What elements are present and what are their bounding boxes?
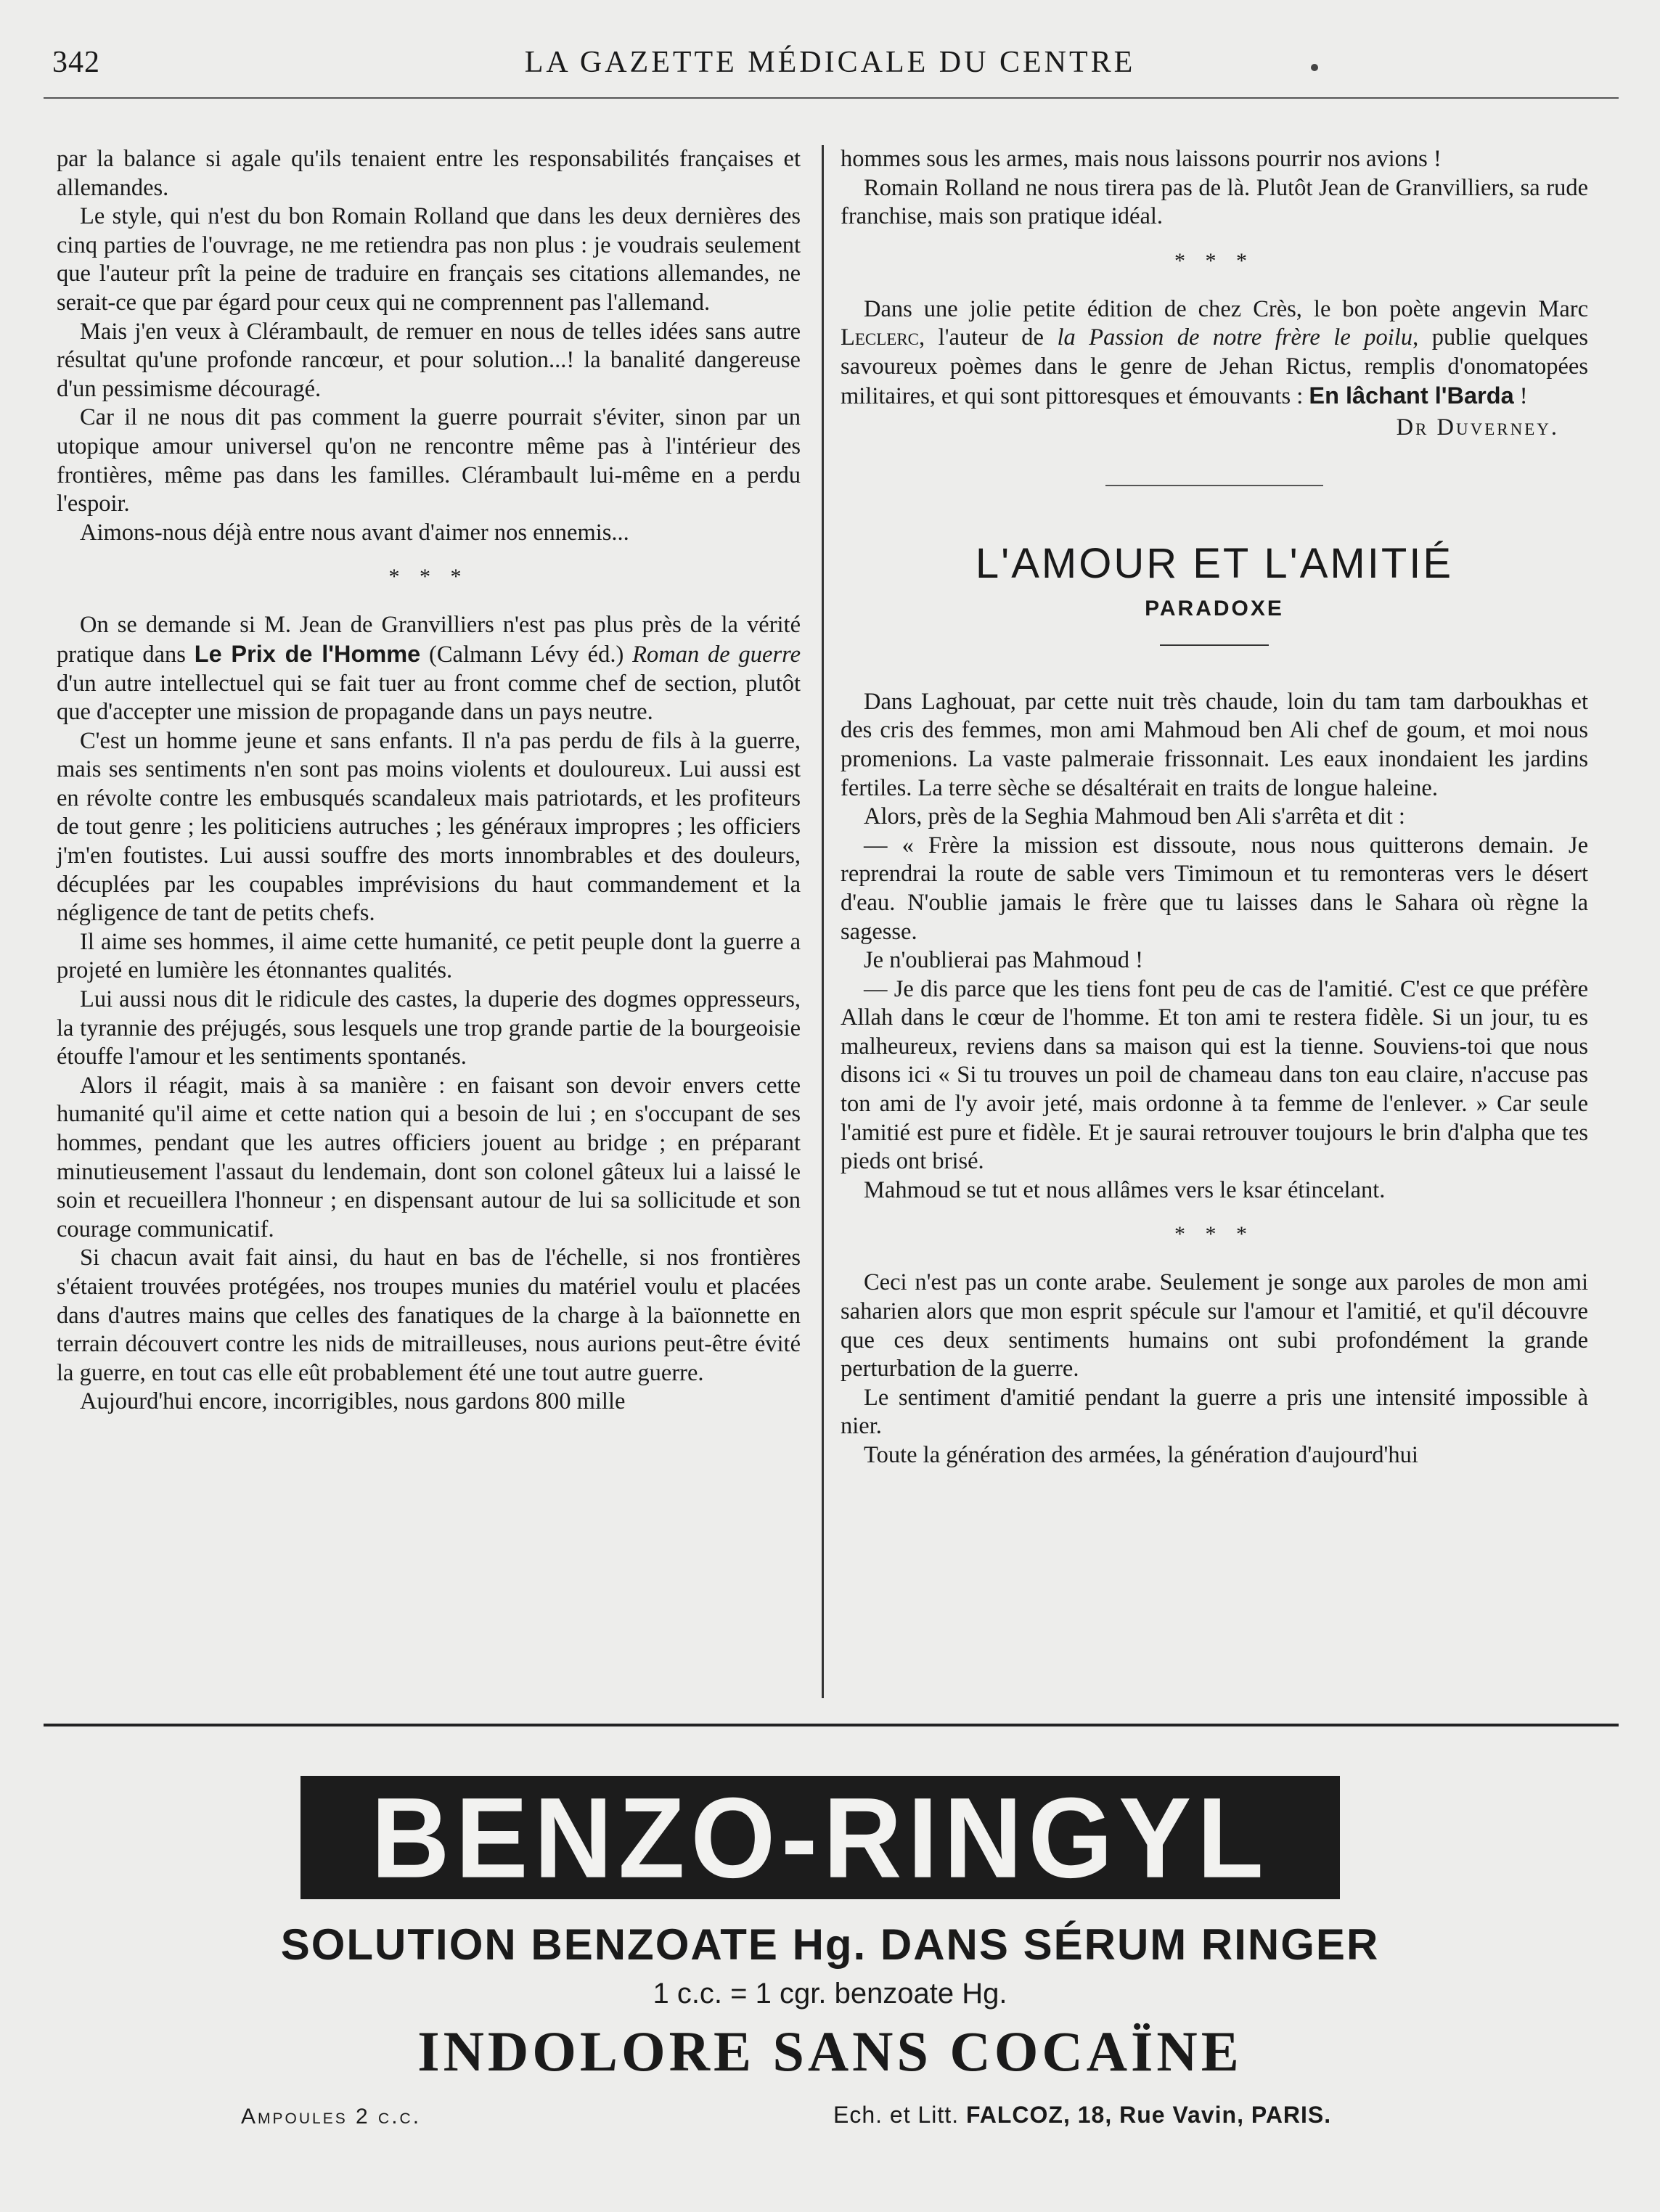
header-ornament-dot	[1311, 64, 1318, 71]
barda-text-c: , publie quelques savoureux poèmes dans le genre de Jehan Rictus, remplis d'onomatopées militaires, et qui sont pittoresques et émouvants :	[841, 324, 1588, 409]
story-paragraph-3: — « Frère la mission est dissoute, nous nous quitterons demain. Je reprendrai la route de sable vers Timimoun et tu remonteras vers le désert d'eau. N'oublie jamais le frère que tu laisses dans le Sahara où règne la sagesse.	[841, 832, 1588, 945]
prix-intro-a: On se demande si M. Jean de Granvilliers n'est pas plus près de la vérité pratique dans	[57, 612, 801, 668]
prix-intro-b: (Calmann Lévy éd.)	[420, 641, 633, 668]
advertisement-printer	[833, 2102, 1331, 2129]
left-paragraph-11: Si chacun avait fait ainsi, du haut en bas de l'échelle, si nos frontières s'étaient trouvées protégées, nos troupes munies du matériel voulu et placées dans d'autres mains que celles des fanatiques de la charge à la baïonnette en terrain découvert contre les nids de mitrailleuses, nous aurions peut-être évité la guerre, en tout cas elle eût probablement été une tout autre guerre.	[57, 1245, 801, 1386]
advertisement-brand: BENZO-RINGYL	[371, 1773, 1269, 1902]
work-title-barda: En lâchant l'Barda	[1309, 382, 1514, 409]
advertisement-solution-line: SOLUTION BENZOATE Hg. DANS SÉRUM RINGER	[280, 1920, 1380, 1969]
prix-intro-paragraph	[57, 611, 801, 726]
right-paragraph-1: hommes sous les armes, mais nous laissons pourrir nos avions !	[841, 146, 1442, 172]
left-column	[57, 145, 801, 1417]
page-number: 342	[52, 46, 100, 79]
barda-text-b: , l'auteur de	[919, 324, 1058, 351]
advertisement-dosage-line: 1 c.c. = 1 cgr. benzoate Hg.	[653, 1978, 1007, 2010]
column-divider	[822, 145, 824, 1698]
advertisement-rule	[44, 1724, 1619, 1726]
section-asterism: * * *	[388, 565, 469, 589]
barda-text-a: Dans une jolie petite édition de chez Crès, le bon poète angevin Marc	[864, 295, 1588, 322]
left-paragraph-4: Car il ne nous dit pas comment la guerre pourrait s'éviter, sinon par un utopique amour universel qu'on ne rencontre même pas à l'intérieur des frontières, même pas dans les familles. Clérambault lui-même en a perdu l'espoir.	[57, 404, 801, 517]
left-paragraph-12: Aujourd'hui encore, incorrigibles, nous gardons 800 mille	[80, 1388, 626, 1415]
story-paragraph-1: Dans Laghouat, par cette nuit très chaude, loin du tam tam darboukhas et des cris des femmes, mon ami Mahmoud ben Ali chef de goum, et moi nous promenions. La vaste palmeraie frissonnait. Les eaux inondaient les jardins fertiles. La terre sèche se désaltérait en traits de longue haleine.	[841, 688, 1588, 801]
section-rule	[1105, 485, 1323, 486]
left-paragraph-2: Le style, qui n'est du bon Romain Rolland que dans les deux dernières des cinq parties de l'ouvrage, ne me retiendra pas non plus : je voudrais seulement que l'auteur prît la peine de traduire en français ses citations allemandes, ne serait-ce que par égard pour ceux qui ne comprennent pas l'allemand.	[57, 203, 801, 316]
journal-title: LA GAZETTE MÉDICALE DU CENTRE	[524, 46, 1136, 79]
advertisement-claim-line: INDOLORE SANS COCAÏNE	[417, 2020, 1243, 2083]
left-paragraph-3: Mais j'en veux à Clérambault, de remuer en nous de telles idées sans autre résultat qu'une profonde rancœur, et pour solution...! la banalité dangereuse d'un pessimisme découragé.	[57, 318, 801, 402]
advertisement-brand-banner	[300, 1773, 1340, 1902]
right-paragraph-2: Romain Rolland ne nous tirera pas de là. Plutôt Jean de Granvilliers, sa rude franchise, mais son pratique idéal.	[841, 174, 1588, 230]
prix-intro-c: d'un autre intellectuel qui se fait tuer au front comme chef de section, plutôt que d'accepter une mission de propagande dans un pays neutre.	[57, 670, 801, 726]
story-asterism: * * *	[1174, 1222, 1254, 1247]
signature-duverney: Dr Duverney.	[1396, 414, 1559, 441]
left-paragraph-8: Il aime ses hommes, il aime cette humanité, ce petit peuple dont la guerre a projeté en lumière les étonnantes qualités.	[57, 928, 801, 984]
book-genre: Roman de guerre	[632, 641, 801, 668]
barda-text-d: !	[1513, 382, 1528, 409]
header-rule	[44, 97, 1619, 99]
printer-name: FALCOZ	[965, 2102, 1063, 2128]
story-paragraph-4: Je n'oublierai pas Mahmoud !	[864, 947, 1143, 974]
article-subtitle: PARADOXE	[1145, 596, 1284, 620]
work-title-passion: la Passion de notre frère le poilu	[1057, 324, 1413, 351]
article-title: L'AMOUR ET L'AMITIÉ	[975, 539, 1454, 587]
printer-address: , 18, Rue Vavin, PARIS.	[1063, 2102, 1332, 2128]
right-asterism: * * *	[1174, 248, 1254, 273]
story-paragraph-6: Mahmoud se tut et nous allâmes vers le ksar étincelant.	[864, 1176, 1386, 1203]
advertisement-ampoules: Ampoules 2 c.c.	[241, 2105, 422, 2129]
barda-paragraph	[841, 295, 1588, 411]
left-paragraph-9: Lui aussi nous dit le ridicule des castes, la duperie des dogmes oppresseurs, la tyrannie des préjugés, sous lesquels une trop grande partie de la bourgeoisie étouffe l'amour et les sentiments spontanés.	[57, 986, 801, 1070]
right-column	[841, 145, 1588, 1470]
left-paragraph-1: par la balance si agale qu'ils tenaient entre les responsabilités françaises et allemandes.	[57, 146, 801, 201]
left-paragraph-7: C'est un homme jeune et sans enfants. Il n'a pas perdu de fils à la guerre, mais ses sentiments n'en sont pas moins violents et douloureux. Lui aussi est en révolte contre les embusqués scandaleux mais patriotards, et les profiteurs de tout genre ; les politiciens autruches ; les généraux impropres ; les officiers j'm'en foutistes. Lui aussi souffre des morts innombrables et des douleurs, décuplées par les coupables imprévisions du haut commandement et la négligence de tant de petits chefs.	[57, 727, 801, 927]
book-title-prix-de-l-homme: Le Prix de l'Homme	[194, 640, 421, 667]
left-paragraph-5: Aimons-nous déjà entre nous avant d'aimer nos ennemis...	[80, 519, 629, 546]
article-spacer	[841, 646, 1588, 688]
story-paragraph-2: Alors, près de la Seghia Mahmoud ben Ali s'arrêta et dit :	[864, 803, 1405, 830]
story-paragraph-5: — Je dis parce que les tiens font peu de cas de l'amitié. C'est ce que préfère Allah dans le cœur de l'homme. Et ton ami te restera fidèle. Si un jour, tu es malheureux, reviens dans sa maison qui est la tienne. Souviens-toi que nous disons ici « Si tu trouves un poil de chameau dans ton eau claire, n'accuse pas ton ami de l'y avoir jeté, mais ordonne à ta femme de l'enlever. » Car seule l'amitié est pure et fidèle. Et je saurai retrouver toujours le brin d'alpha que tes pieds ont brisé.	[841, 975, 1588, 1175]
author-leclerc: Leclerc	[841, 324, 920, 351]
printer-prefix: Ech. et Litt.	[833, 2102, 960, 2128]
left-paragraph-10: Alors il réagit, mais à sa manière : en faisant son devoir envers cette humanité qu'il aime et cette nation qui a besoin de lui ; en s'occupant de ses hommes, pendant que les autres officiers jouent au bridge ; en préparant minutieusement l'assaut du lendemain, dont son colonel gâteux lui a laissé le soin et recueillera l'honneur ; en dispensant autour de lui sa sollicitude et son courage communicatif.	[57, 1072, 801, 1242]
closing-paragraph-3: Toute la génération des armées, la génération d'aujourd'hui	[864, 1442, 1418, 1468]
closing-paragraph-1: Ceci n'est pas un conte arabe. Seulement je songe aux paroles de mon ami saharien alors que mon esprit spécule sur l'amour et l'amitié, et qu'il découvre que ces deux sentiments humains ont subi profondément la grande perturbation de la guerre.	[841, 1269, 1588, 1382]
closing-paragraph-2: Le sentiment d'amitié pendant la guerre a pris une intensité impossible à nier.	[841, 1384, 1588, 1440]
